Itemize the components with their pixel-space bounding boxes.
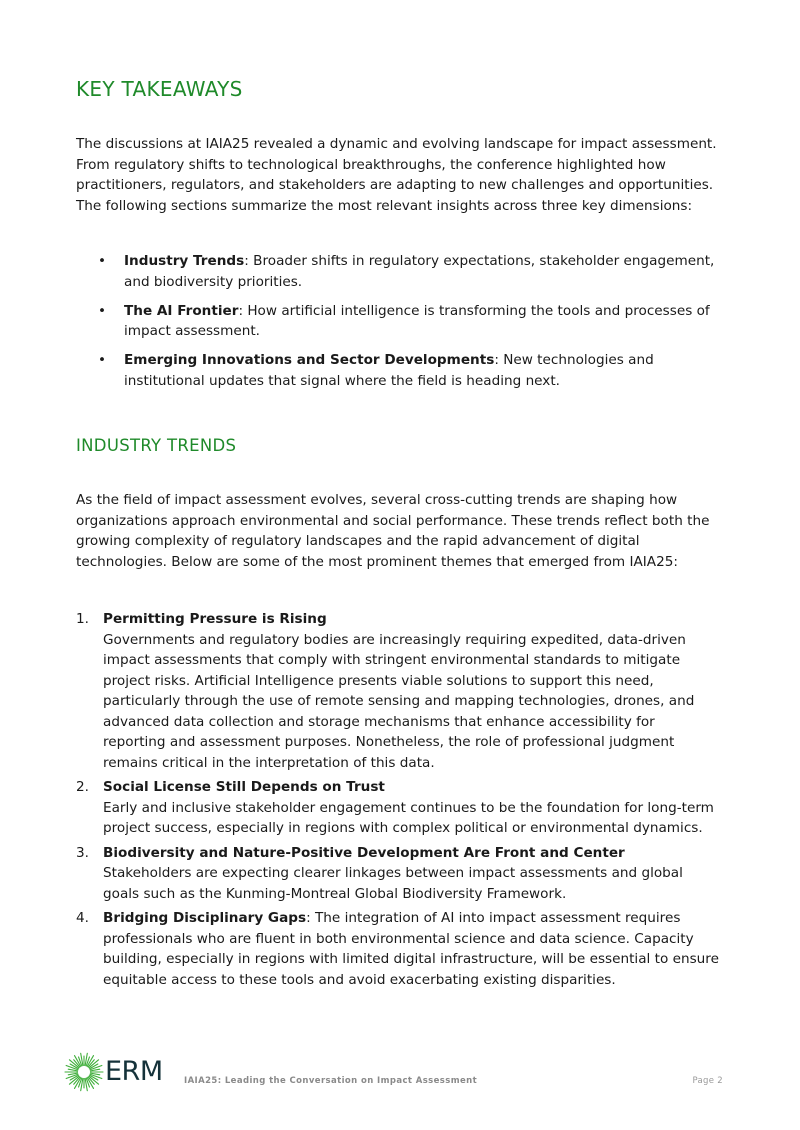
item-number: 1.	[76, 611, 89, 627]
trends-list	[76, 609, 721, 994]
item-title: Social License Still Depends on Trust	[103, 779, 385, 795]
list-item	[76, 301, 721, 342]
list-item	[76, 908, 721, 990]
erm-logo-text: ERM	[105, 1056, 163, 1087]
key-dimensions-list	[76, 251, 721, 400]
item-title: Biodiversity and Nature-Positive Development Are Front and Center	[103, 844, 625, 861]
bullet-title: Industry Trends	[124, 253, 245, 269]
bullet-text: : Broader shifts in regulatory expectations, stakeholder engagement, and biodiversity priorities.	[124, 253, 715, 290]
bullet-text: : New technologies and institutional updates that signal where the field is heading next.	[124, 352, 654, 389]
list-item	[76, 251, 721, 292]
item-number: 3.	[76, 844, 89, 861]
bullet-title: The AI Frontier	[124, 302, 239, 319]
bullet-text: : How artificial intelligence is transforming the tools and processes of impact assessment.	[124, 302, 710, 339]
key-takeaways-intro: The discussions at IAIA25 revealed a dynamic and evolving landscape for impact assessment. From regulatory shifts to technological breakthroughs, the conference highlighted how practitioners, regulators, and stakeholders are adapting to new challenges and opportunities. The following sections summarize the most relevant insights across three key dimensions:	[76, 136, 717, 214]
erm-sunburst-logo-icon	[64, 1052, 104, 1092]
section-heading-industry-trends: INDUSTRY TRENDS	[76, 436, 237, 455]
item-number: 4.	[76, 910, 89, 926]
list-item	[76, 777, 721, 839]
bullet-title: Emerging Innovations and Sector Developments	[124, 352, 495, 368]
item-title: Bridging Disciplinary Gaps	[103, 910, 307, 926]
industry-trends-intro: As the field of impact assessment evolves, several cross-cutting trends are shaping how organizations approach environmental and social performance. These trends reflect both the growing complexity of regulatory landscapes and the rapid advancement of digital technologies. Below are some of the most prominent themes that emerged from IAIA25:	[76, 492, 710, 570]
section-heading-key-takeaways: KEY TAKEAWAYS	[76, 77, 243, 101]
page-footer	[64, 1052, 726, 1096]
list-item	[76, 350, 721, 391]
list-item	[76, 609, 721, 773]
footer-title: IAIA25: Leading the Conversation on Impact Assessment	[184, 1076, 478, 1086]
item-text: Early and inclusive stakeholder engagement continues to be the foundation for long-term project success, especially in regions with complex political or environmental dynamics.	[103, 799, 714, 836]
list-item	[76, 843, 721, 905]
page-number: Page 2	[692, 1076, 723, 1086]
item-text: Stakeholders are expecting clearer linkages between impact assessments and global goals such as the Kunming-Montreal Global Biodiversity Framework.	[103, 865, 683, 902]
item-title: Permitting Pressure is Rising	[103, 611, 327, 627]
item-number: 2.	[76, 779, 89, 795]
item-text: Governments and regulatory bodies are increasingly requiring expedited, data-driven impact assessments that comply with stringent environmental standards to mitigate project risks. Artificial Intelligence presents viable solutions to support this need, particularly through the use of remote sensing and mapping technologies, drones, and advanced data collection and storage mechanisms that enhance accessibility for reporting and assessment purposes. Nonetheless, the role of professional judgment remains critical in the interpretation of this data.	[103, 631, 695, 771]
item-text: : The integration of AI into impact assessment requires professionals who are fluent in both environmental science and data science. Capacity building, especially in regions with limited digital infrastructure, will be essential to ensure equitable access to these tools and avoid exacerbating existing disparities.	[103, 910, 719, 988]
